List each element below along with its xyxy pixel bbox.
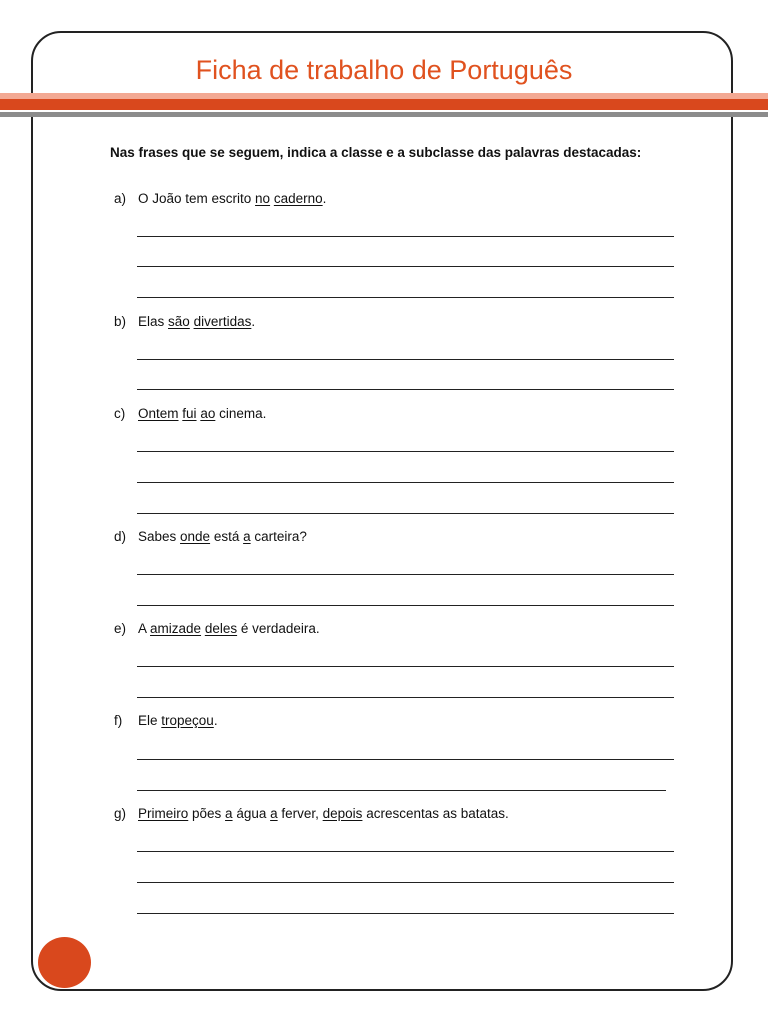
question-sentence [138, 806, 509, 821]
sentence-text: ferver, [277, 806, 323, 821]
question-letter: c) [114, 406, 126, 421]
question-e [114, 620, 320, 638]
answer-line[interactable] [137, 451, 674, 452]
sentence-text: Elas [138, 314, 169, 329]
highlighted-word: fui [182, 406, 197, 421]
answer-line[interactable] [137, 359, 674, 360]
answer-line[interactable] [137, 790, 666, 791]
question-sentence [138, 406, 266, 421]
highlighted-word: a [225, 806, 233, 821]
highlighted-word: são [168, 314, 190, 329]
highlighted-word: tropeçou [161, 713, 214, 728]
highlighted-word: onde [180, 529, 211, 544]
question-letter: a) [114, 191, 127, 206]
question-letter: g) [114, 806, 127, 821]
sentence-text: está [210, 529, 244, 544]
question-d [114, 528, 307, 546]
sentence-text: O João tem escrito [138, 191, 256, 206]
question-f [114, 712, 218, 730]
answer-line[interactable] [137, 697, 674, 698]
answer-line[interactable] [137, 882, 674, 883]
answer-line[interactable] [137, 605, 674, 606]
question-b [114, 313, 255, 331]
highlighted-word: Ontem [138, 406, 179, 421]
question-sentence [138, 713, 218, 728]
question-sentence [138, 529, 307, 544]
sentence-text: . [251, 314, 256, 329]
highlighted-word: depois [322, 806, 363, 821]
sentence-text: pões [188, 806, 226, 821]
sentence-text: Ele [138, 713, 162, 728]
stripe-main [0, 99, 768, 110]
answer-line[interactable] [137, 759, 674, 760]
sentence-text: água [232, 806, 271, 821]
answer-line[interactable] [137, 266, 674, 267]
sentence-text: carteira? [250, 529, 307, 544]
answer-line[interactable] [137, 482, 674, 483]
decorative-circle [38, 937, 91, 988]
highlighted-word: divertidas [193, 314, 252, 329]
highlighted-word: ao [200, 406, 216, 421]
question-sentence [138, 314, 255, 329]
question-letter: f) [114, 713, 123, 728]
sentence-text: . [213, 713, 218, 728]
question-g [114, 805, 509, 823]
answer-line[interactable] [137, 297, 674, 298]
sentence-text: . [322, 191, 327, 206]
question-sentence [138, 621, 320, 636]
highlighted-word: deles [204, 621, 238, 636]
sentence-text: A [138, 621, 151, 636]
question-letter: e) [114, 621, 127, 636]
highlighted-word: amizade [150, 621, 202, 636]
answer-line[interactable] [137, 236, 674, 237]
sentence-text: Sabes [138, 529, 181, 544]
highlighted-word: no [255, 191, 271, 206]
sentence-text: acrescentas as batatas. [362, 806, 509, 821]
sentence-text: é verdadeira. [237, 621, 320, 636]
highlighted-word: a [270, 806, 278, 821]
answer-line[interactable] [137, 574, 674, 575]
question-sentence [138, 191, 326, 206]
answer-line[interactable] [137, 913, 674, 914]
answer-line[interactable] [137, 666, 674, 667]
question-a [114, 190, 326, 208]
question-letter: d) [114, 529, 127, 544]
answer-line[interactable] [137, 851, 674, 852]
answer-line[interactable] [137, 513, 674, 514]
highlighted-word: a [243, 529, 251, 544]
stripe-gray [0, 112, 768, 117]
sentence-text: cinema. [215, 406, 267, 421]
header-stripes [0, 93, 768, 118]
highlighted-word: Primeiro [138, 806, 189, 821]
page-title: Ficha de trabalho de Português [195, 55, 573, 85]
answer-line[interactable] [137, 389, 674, 390]
question-c [114, 405, 266, 423]
instruction-text: Nas frases que se seguem, indica a classe e a subclasse das palavras destacadas: [110, 145, 642, 160]
question-letter: b) [114, 314, 127, 329]
page-frame [31, 31, 733, 991]
highlighted-word: caderno [273, 191, 323, 206]
